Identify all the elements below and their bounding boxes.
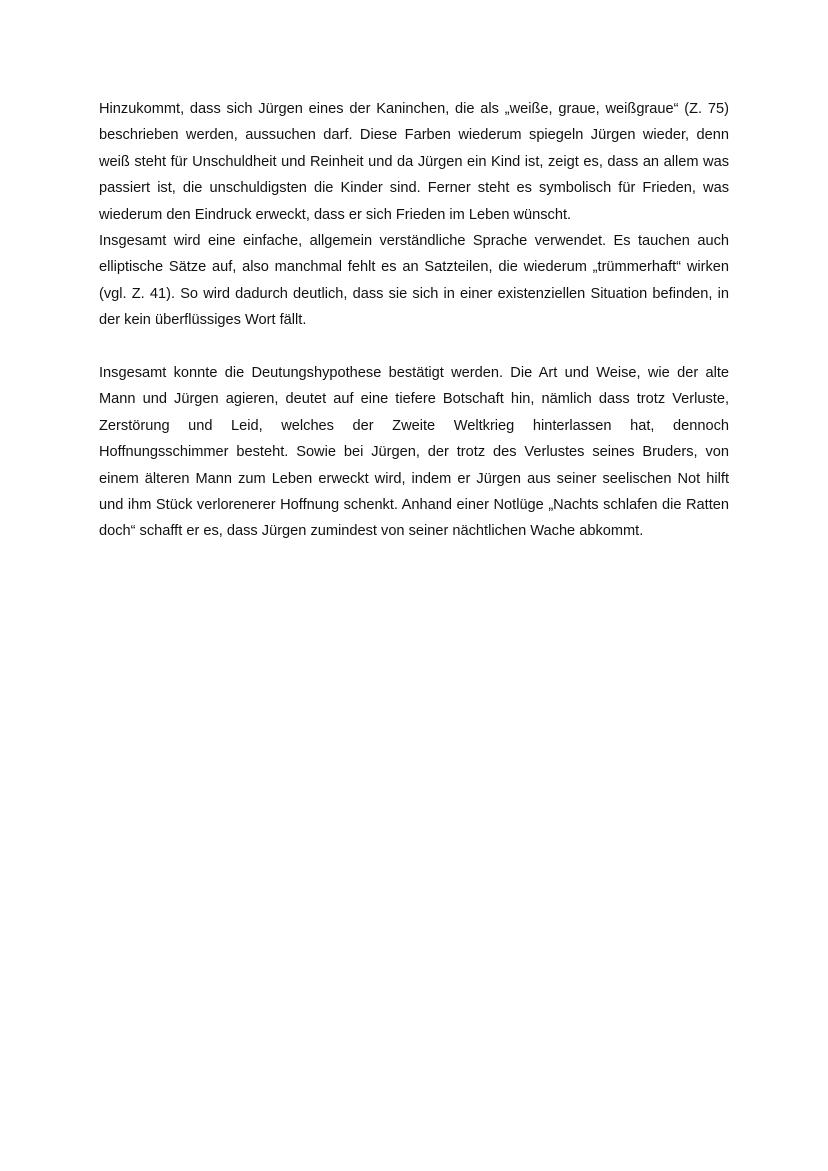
- paragraph-rabbit-colors: Hinzukommt, dass sich Jürgen eines der Kaninchen, die als „weiße, graue, weißgraue“ (Z. 75) beschrieben werden, aussuchen darf. Diese Farben wiederum spiegeln Jürgen wieder, denn weiß steht für Unschuldheit und Reinheit und da Jürgen ein Kind ist, zeigt es, dass an allem was passiert ist, die unschuldigsten die Kinder sind. Ferner steht es symbolisch für Frieden, was wiederum den Eindruck erweckt, dass er sich Frieden im Leben wünscht.: [99, 101, 729, 223]
- paragraph-conclusion: Insgesamt konnte die Deutungshypothese bestätigt werden. Die Art und Weise, wie der alte Mann und Jürgen agieren, deutet auf eine tiefere Botschaft hin, nämlich dass trotz Verluste, Zerstörung und Leid, welches der Zweite Weltkrieg hinterlassen hat, dennoch Hoffnungsschimmer besteht. Sowie bei Jürgen, der trotz des Verlustes seines Bruders, von einem älteren Mann zum Leben erweckt wird, indem er Jürgen aus seiner seelischen Not hilft und ihm Stück verlorenerer Hoffnung schenkt. Anhand einer Notlüge „Nachts schlafen die Ratten doch“ schafft er es, dass Jürgen zumindest von seiner nächtlichen Wache abkommt.: [99, 365, 729, 540]
- paragraph-language: Insgesamt wird eine einfache, allgemein verständliche Sprache verwendet. Es tauchen auch elliptische Sätze auf, also manchmal fehlt es an Satzteilen, die wiederum „trümmerhaft“ wirken (vgl. Z. 41). So wird dadurch deutlich, dass sie sich in einer existenziellen Situation befinden, in der kein überflüssiges Wort fällt.: [99, 233, 729, 329]
- paragraph-spacer: [99, 334, 729, 360]
- document-body: [99, 96, 729, 545]
